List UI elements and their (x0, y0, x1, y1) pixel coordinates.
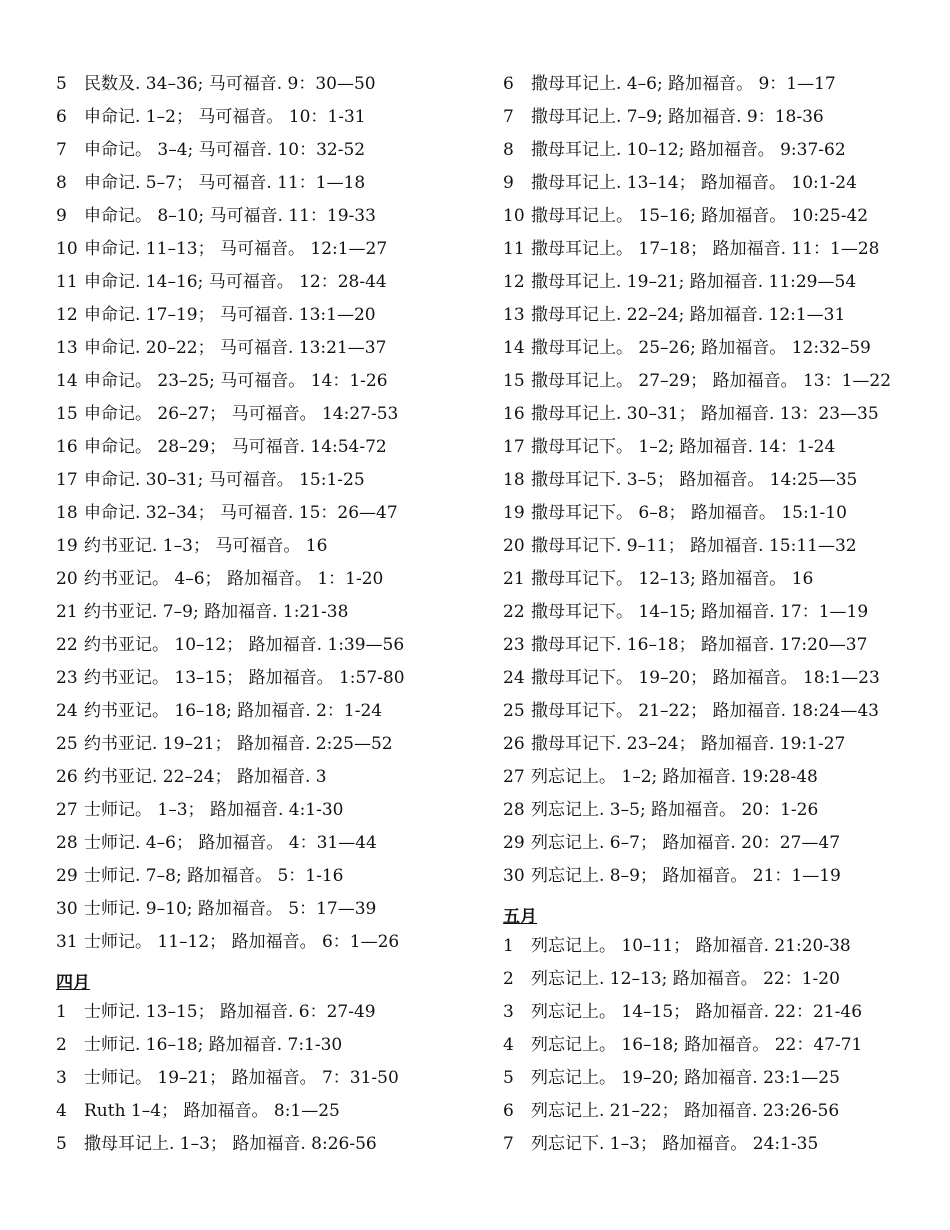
reading-text: 士师记. 16–18; 路加福音. 7:1-30 (84, 1035, 343, 1055)
day-number: 22 (503, 602, 525, 622)
reading-entry (503, 1132, 923, 1157)
reading-entry (503, 1099, 923, 1124)
reading-text: 申命记。 28–29； 马可福音. 14:54-72 (84, 437, 387, 457)
reading-text: 撒母耳记下. 16–18； 路加福音. 17:20—37 (531, 635, 868, 655)
reading-text: 撒母耳记上。 15–16; 路加福音。 10:25-42 (531, 206, 869, 226)
reading-text: 列忘记下. 1–3； 路加福音。 24:1-35 (531, 1134, 819, 1154)
reading-entry (56, 534, 476, 559)
day-number: 7 (503, 1134, 514, 1154)
reading-text: 申命记. 17–19； 马可福音. 13:1—20 (84, 305, 376, 325)
day-number: 11 (56, 272, 78, 292)
reading-entry (56, 732, 476, 757)
reading-entry (503, 798, 923, 823)
day-number: 28 (56, 833, 78, 853)
reading-entry (56, 1033, 476, 1058)
day-number: 7 (503, 107, 514, 127)
reading-text: 列忘记上。 16–18; 路加福音。 22：47-71 (531, 1035, 863, 1055)
reading-text: 撒母耳记上. 7–9; 路加福音. 9：18-36 (531, 107, 824, 127)
day-number: 12 (56, 305, 78, 325)
reading-text: 约书亚记。 16–18; 路加福音. 2：1-24 (84, 701, 383, 721)
day-number: 2 (503, 969, 514, 989)
reading-text: 撒母耳记上. 4–6; 路加福音。 9：1—17 (531, 74, 836, 94)
reading-text: 约书亚记. 22–24； 路加福音. 3 (84, 767, 327, 787)
reading-text: 撒母耳记上. 10–12; 路加福音。 9:37-62 (531, 140, 846, 160)
reading-entry (503, 138, 923, 163)
reading-text: Ruth 1–4； 路加福音。 8:1—25 (84, 1101, 340, 1121)
reading-text: 撒母耳记上. 1–3； 路加福音. 8:26-56 (84, 1134, 377, 1154)
reading-entry (503, 105, 923, 130)
reading-entry (503, 303, 923, 328)
reading-text: 列忘记上. 21–22； 路加福音. 23:26-56 (531, 1101, 840, 1121)
reading-text: 撒母耳记下. 9–11； 路加福音. 15:11—32 (531, 536, 857, 556)
day-number: 29 (503, 833, 525, 853)
day-number: 19 (56, 536, 78, 556)
day-number: 8 (503, 140, 514, 160)
day-number: 21 (56, 602, 78, 622)
day-number: 16 (503, 404, 525, 424)
day-number: 27 (503, 767, 525, 787)
reading-entry (503, 831, 923, 856)
reading-text: 申命记. 5–7； 马可福音. 11：1—18 (84, 173, 366, 193)
reading-entry (56, 897, 476, 922)
reading-text: 士师记。 19–21； 路加福音。 7：31-50 (84, 1068, 399, 1088)
reading-entry (503, 468, 923, 493)
day-number: 25 (503, 701, 525, 721)
reading-text: 申命记. 1–2； 马可福音。 10：1-31 (84, 107, 366, 127)
day-number: 1 (56, 1002, 67, 1022)
day-number: 13 (503, 305, 525, 325)
right-column (503, 72, 923, 1165)
reading-text: 士师记. 9–10; 路加福音。 5：17—39 (84, 899, 377, 919)
day-number: 5 (56, 1134, 67, 1154)
day-number: 15 (503, 371, 525, 391)
entries-april (56, 1000, 476, 1157)
reading-text: 列忘记上。 10–11； 路加福音. 21:20-38 (531, 936, 851, 956)
reading-entry (56, 930, 476, 955)
entries-before-may (503, 72, 923, 889)
reading-entry (56, 72, 476, 97)
day-number: 18 (56, 503, 78, 523)
reading-text: 约书亚记。 10–12； 路加福音. 1:39—56 (84, 635, 405, 655)
reading-entry (56, 831, 476, 856)
reading-text: 士师记. 7–8; 路加福音。 5：1-16 (84, 866, 344, 886)
reading-text: 约书亚记。 13–15； 路加福音。 1:57-80 (84, 668, 405, 688)
day-number: 10 (503, 206, 525, 226)
reading-entry (56, 369, 476, 394)
reading-text: 撒母耳记下。 6–8； 路加福音。 15:1-10 (531, 503, 847, 523)
day-number: 3 (56, 1068, 67, 1088)
day-number: 10 (56, 239, 78, 259)
day-number: 17 (503, 437, 525, 457)
reading-text: 申命记. 20–22； 马可福音. 13:21—37 (84, 338, 387, 358)
reading-entry (503, 567, 923, 592)
reading-entry (503, 633, 923, 658)
day-number: 1 (503, 936, 514, 956)
day-number: 25 (56, 734, 78, 754)
day-number: 5 (56, 74, 67, 94)
reading-entry (56, 171, 476, 196)
reading-text: 撒母耳记上. 30–31； 路加福音. 13：23—35 (531, 404, 879, 424)
day-number: 2 (56, 1035, 67, 1055)
reading-text: 申命记. 32–34； 马可福音. 15：26—47 (84, 503, 398, 523)
month-heading-april: 四月 (56, 973, 90, 993)
reading-text: 约书亚记. 7–9; 路加福音. 1:21-38 (84, 602, 349, 622)
day-number: 21 (503, 569, 525, 589)
reading-entry (503, 864, 923, 889)
month-heading-may: 五月 (503, 907, 537, 927)
day-number: 8 (56, 173, 67, 193)
reading-text: 申命记. 11–13； 马可福音。 12:1—27 (84, 239, 388, 259)
day-number: 26 (56, 767, 78, 787)
reading-text: 申命记. 30–31; 马可福音。 15:1-25 (84, 470, 365, 490)
reading-entry (56, 699, 476, 724)
reading-entry (56, 138, 476, 163)
reading-text: 约书亚记。 4–6； 路加福音。 1：1-20 (84, 569, 384, 589)
day-number: 4 (503, 1035, 514, 1055)
reading-text: 约书亚记. 1–3； 马可福音。 16 (84, 536, 328, 556)
day-number: 18 (503, 470, 525, 490)
day-number: 19 (503, 503, 525, 523)
reading-entry (503, 765, 923, 790)
reading-entry (56, 567, 476, 592)
reading-text: 申命记. 14–16; 马可福音。 12：28-44 (84, 272, 387, 292)
reading-entry (503, 967, 923, 992)
reading-text: 列忘记上. 3–5; 路加福音。 20：1-26 (531, 800, 819, 820)
day-number: 16 (56, 437, 78, 457)
reading-entry (503, 435, 923, 460)
reading-entry (56, 468, 476, 493)
day-number: 31 (56, 932, 78, 952)
reading-entry (56, 864, 476, 889)
day-number: 20 (503, 536, 525, 556)
day-number: 29 (56, 866, 78, 886)
left-column (56, 72, 476, 1165)
reading-entry (503, 501, 923, 526)
day-number: 4 (56, 1101, 67, 1121)
entries-may (503, 934, 923, 1157)
reading-entry (503, 666, 923, 691)
day-number: 27 (56, 800, 78, 820)
reading-entry (503, 534, 923, 559)
entries-before-april (56, 72, 476, 955)
reading-text: 申命记。 26–27； 马可福音。 14:27-53 (84, 404, 399, 424)
reading-text: 士师记。 1–3； 路加福音. 4:1-30 (84, 800, 344, 820)
day-number: 9 (503, 173, 514, 193)
reading-text: 撒母耳记下。 21–22； 路加福音. 18:24—43 (531, 701, 880, 721)
reading-text: 列忘记上。 1–2; 路加福音. 19:28-48 (531, 767, 818, 787)
day-number: 17 (56, 470, 78, 490)
reading-entry (503, 270, 923, 295)
reading-entry (503, 237, 923, 262)
reading-text: 撒母耳记下。 12–13; 路加福音。 16 (531, 569, 814, 589)
day-number: 28 (503, 800, 525, 820)
reading-text: 申命记。 3–4; 马可福音. 10：32-52 (84, 140, 366, 160)
reading-text: 士师记. 4–6； 路加福音。 4：31—44 (84, 833, 377, 853)
reading-entry (56, 435, 476, 460)
reading-entry (56, 1066, 476, 1091)
day-number: 13 (56, 338, 78, 358)
reading-entry (56, 600, 476, 625)
day-number: 30 (56, 899, 78, 919)
reading-entry (503, 1066, 923, 1091)
reading-text: 申命记。 23–25; 马可福音。 14：1-26 (84, 371, 388, 391)
reading-entry (503, 171, 923, 196)
reading-text: 撒母耳记上。 27–29； 路加福音。 13：1—22 (531, 371, 892, 391)
day-number: 6 (503, 1101, 514, 1121)
day-number: 6 (56, 107, 67, 127)
day-number: 14 (56, 371, 78, 391)
day-number: 9 (56, 206, 67, 226)
reading-entry (56, 336, 476, 361)
reading-text: 撒母耳记上。 25–26; 路加福音。 12:32–59 (531, 338, 871, 358)
reading-text: 撒母耳记下。 14–15; 路加福音. 17：1—19 (531, 602, 869, 622)
reading-text: 士师记. 13–15； 路加福音. 6：27-49 (84, 1002, 376, 1022)
reading-text: 撒母耳记上. 22–24; 路加福音. 12:1—31 (531, 305, 846, 325)
reading-text: 士师记。 11–12； 路加福音。 6：1—26 (84, 932, 400, 952)
reading-entry (503, 934, 923, 959)
reading-text: 撒母耳记上。 17–18； 路加福音. 11：1—28 (531, 239, 880, 259)
day-number: 26 (503, 734, 525, 754)
reading-text: 撒母耳记下。 19–20； 路加福音。 18:1—23 (531, 668, 880, 688)
reading-entry (56, 303, 476, 328)
reading-entry (56, 798, 476, 823)
reading-entry (503, 369, 923, 394)
reading-entry (56, 1099, 476, 1124)
reading-text: 列忘记上. 8–9； 路加福音。 21：1—19 (531, 866, 841, 886)
day-number: 3 (503, 1002, 514, 1022)
reading-text: 申命记。 8–10; 马可福音. 11：19-33 (84, 206, 376, 226)
day-number: 14 (503, 338, 525, 358)
reading-entry (503, 699, 923, 724)
reading-text: 列忘记上. 12–13; 路加福音。 22：1-20 (531, 969, 840, 989)
reading-text: 撒母耳记下。 1–2; 路加福音. 14：1-24 (531, 437, 836, 457)
reading-entry (56, 1000, 476, 1025)
reading-text: 撒母耳记上. 13–14； 路加福音。 10:1-24 (531, 173, 857, 193)
reading-entry (503, 72, 923, 97)
reading-entry (503, 732, 923, 757)
reading-entry (56, 237, 476, 262)
day-number: 15 (56, 404, 78, 424)
reading-entry (503, 402, 923, 427)
day-number: 11 (503, 239, 525, 259)
reading-entry (503, 600, 923, 625)
reading-entry (56, 270, 476, 295)
reading-text: 民数及. 34–36; 马可福音. 9：30—50 (84, 74, 376, 94)
day-number: 24 (503, 668, 525, 688)
day-number: 7 (56, 140, 67, 160)
reading-entry (56, 765, 476, 790)
reading-text: 约书亚记. 19–21； 路加福音. 2:25—52 (84, 734, 393, 754)
day-number: 24 (56, 701, 78, 721)
reading-entry (503, 1000, 923, 1025)
reading-entry (56, 1132, 476, 1157)
day-number: 22 (56, 635, 78, 655)
reading-entry (503, 336, 923, 361)
day-number: 23 (503, 635, 525, 655)
reading-entry (56, 204, 476, 229)
reading-text: 撒母耳记上. 19–21; 路加福音. 11:29—54 (531, 272, 857, 292)
reading-entry (56, 633, 476, 658)
reading-entry (56, 501, 476, 526)
reading-text: 撒母耳记下. 23–24； 路加福音. 19:1-27 (531, 734, 846, 754)
reading-text: 列忘记上。 14–15； 路加福音. 22：21-46 (531, 1002, 863, 1022)
day-number: 12 (503, 272, 525, 292)
day-number: 6 (503, 74, 514, 94)
reading-text: 撒母耳记下. 3–5； 路加福音。 14:25—35 (531, 470, 858, 490)
reading-entry (56, 402, 476, 427)
day-number: 20 (56, 569, 78, 589)
reading-entry (503, 204, 923, 229)
day-number: 30 (503, 866, 525, 886)
reading-text: 列忘记上。 19–20; 路加福音. 23:1—25 (531, 1068, 840, 1088)
reading-entry (56, 666, 476, 691)
reading-entry (503, 1033, 923, 1058)
day-number: 5 (503, 1068, 514, 1088)
day-number: 23 (56, 668, 78, 688)
reading-entry (56, 105, 476, 130)
reading-text: 列忘记上. 6–7； 路加福音. 20：27—47 (531, 833, 841, 853)
